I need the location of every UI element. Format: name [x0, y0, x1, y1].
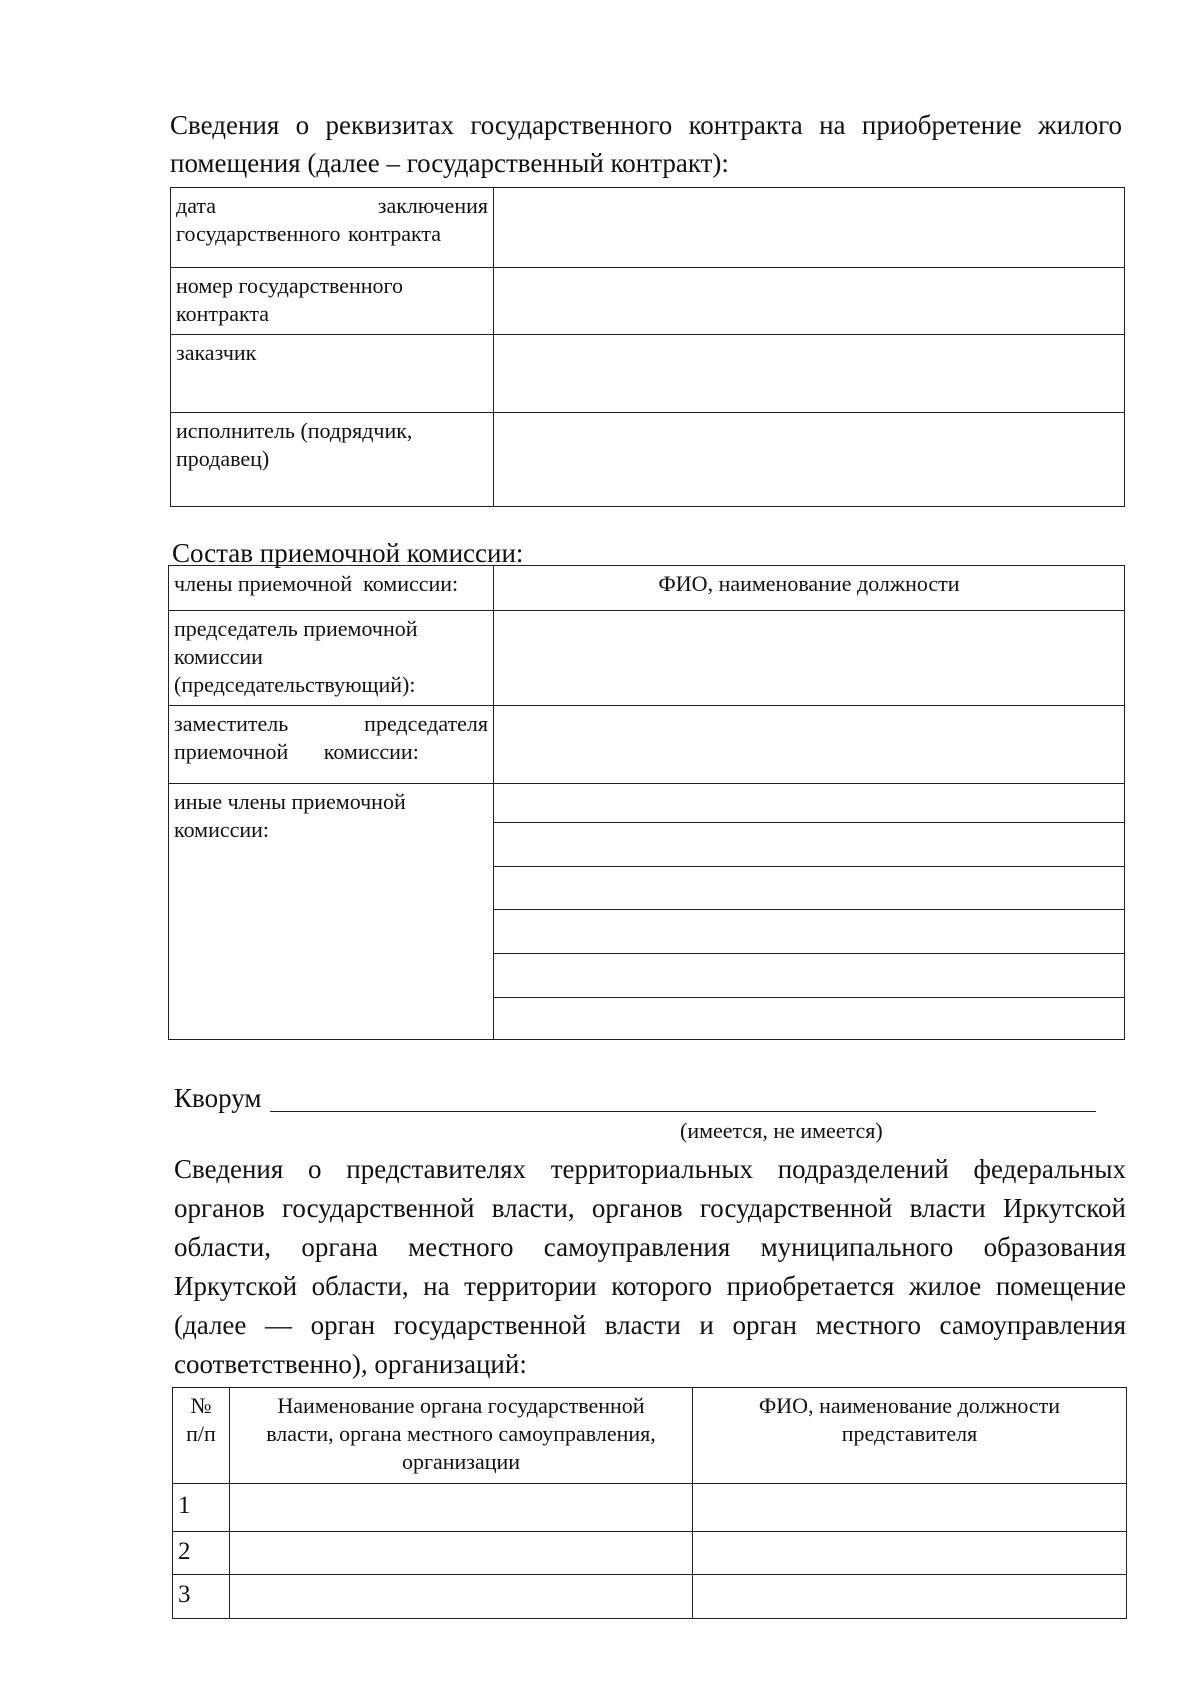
- quorum-label: Кворум: [174, 1083, 262, 1113]
- commission-deputy-label-text: заместитель председателя приемочной комиссии:: [174, 711, 488, 764]
- commission-deputy-label: [169, 706, 494, 784]
- contract-date-label-text: дата заключения государственного контракта: [176, 193, 488, 246]
- representatives-row-2-num: 2: [173, 1532, 230, 1575]
- representatives-header-row: [173, 1388, 1127, 1484]
- contract-row-date: [171, 188, 1125, 268]
- commission-other-member-5[interactable]: [494, 954, 1125, 998]
- commission-chairman-label: председатель приемочной комиссии (председательствующий):: [169, 611, 494, 706]
- representatives-paragraph: [174, 1150, 1126, 1384]
- representatives-line-4: Иркутской области, на территории которого приобретается жилое помещение: [174, 1271, 1126, 1301]
- representatives-line-5: (далее — орган государственной власти и орган местного самоуправления: [174, 1310, 1126, 1340]
- contract-heading-line-2: помещения (далее – государственный контракт):: [170, 148, 729, 178]
- commission-other-member-2[interactable]: [494, 823, 1125, 867]
- commission-deputy-row: [169, 706, 1125, 784]
- commission-header-row: [169, 566, 1125, 611]
- representatives-row-1: [173, 1484, 1127, 1532]
- representatives-line-1: Сведения о представителях территориальных подразделений федеральных: [174, 1154, 1126, 1184]
- representatives-line-3: области, органа местного самоуправления муниципального образования: [174, 1232, 1126, 1262]
- commission-others-label: иные члены приемочной комиссии:: [169, 784, 494, 1040]
- contract-heading-line-1: Сведения о реквизитах государственного контракта на приобретение жилого: [170, 110, 1122, 140]
- representatives-line-6: соответственно), организаций:: [174, 1349, 527, 1379]
- quorum-input-line[interactable]: [270, 1083, 1096, 1112]
- representatives-row-2: [173, 1532, 1127, 1575]
- contract-row-customer: [171, 335, 1125, 413]
- representatives-line-2: органов государственной власти, органов государственной власти Иркутской: [174, 1193, 1126, 1223]
- commission-header-left: члены приемочной комиссии:: [169, 566, 494, 611]
- quorum-hint: (имеется, не имеется): [680, 1118, 883, 1143]
- contract-row-number: [171, 268, 1125, 335]
- commission-deputy-value[interactable]: [494, 706, 1125, 784]
- representatives-header-person: ФИО, наименование должности представителя: [693, 1388, 1127, 1484]
- representatives-row-2-org[interactable]: [230, 1532, 693, 1575]
- representatives-header-num: № п/п: [173, 1388, 230, 1484]
- commission-section-heading: Состав приемочной комиссии:: [172, 538, 524, 568]
- representatives-header-org: Наименование органа государственной власти, органа местного самоуправления, организации: [230, 1388, 693, 1484]
- commission-header-right: ФИО, наименование должности: [494, 566, 1125, 611]
- contract-number-label: номер государственного контракта: [171, 268, 494, 335]
- contract-row-contractor: [171, 413, 1125, 507]
- commission-chairman-value[interactable]: [494, 611, 1125, 706]
- representatives-row-2-person[interactable]: [693, 1532, 1127, 1575]
- commission-other-member-3[interactable]: [494, 867, 1125, 910]
- representatives-row-1-org[interactable]: [230, 1484, 693, 1532]
- commission-others-row-1: [169, 784, 1125, 823]
- contract-customer-value[interactable]: [494, 335, 1125, 413]
- contract-number-value[interactable]: [494, 268, 1125, 335]
- contract-contractor-label: исполнитель (подрядчик, продавец): [171, 413, 494, 507]
- contract-customer-label: заказчик: [171, 335, 494, 413]
- commission-other-member-6[interactable]: [494, 998, 1125, 1040]
- contract-section-heading: [170, 106, 1122, 182]
- commission-other-member-1[interactable]: [494, 784, 1125, 823]
- contract-contractor-value[interactable]: [494, 413, 1125, 507]
- contract-date-label: [171, 188, 494, 268]
- representatives-table: [172, 1387, 1127, 1619]
- representatives-row-1-person[interactable]: [693, 1484, 1127, 1532]
- representatives-row-1-num: 1: [173, 1484, 230, 1532]
- representatives-row-3: [173, 1575, 1127, 1619]
- contract-date-value[interactable]: [494, 188, 1125, 268]
- contract-details-table: [170, 187, 1125, 507]
- representatives-row-3-person[interactable]: [693, 1575, 1127, 1619]
- representatives-row-3-org[interactable]: [230, 1575, 693, 1619]
- commission-chairman-row: [169, 611, 1125, 706]
- representatives-row-3-num: 3: [173, 1575, 230, 1619]
- commission-other-member-4[interactable]: [494, 910, 1125, 954]
- commission-table: [168, 565, 1125, 1040]
